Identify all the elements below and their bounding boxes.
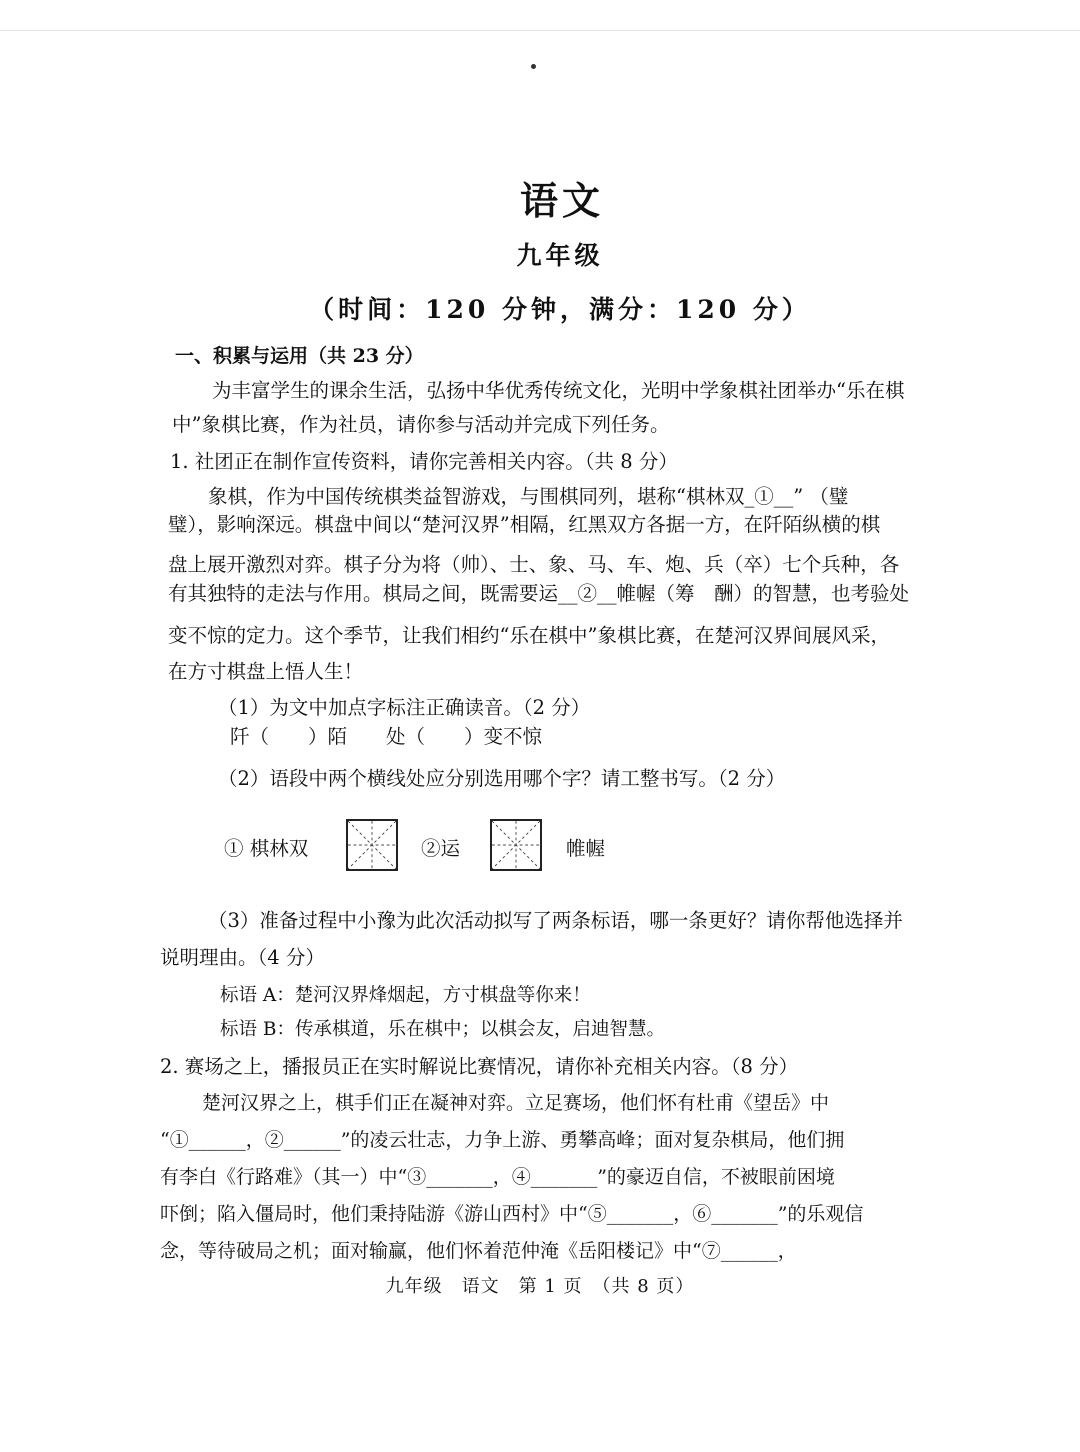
- intro-line: 为丰富学生的课余生活，弘扬中华优秀传统文化，光明中学象棋社团举办“乐在棋: [212, 379, 905, 402]
- writing-grid-box-1-guides: [348, 821, 396, 869]
- q2-passage-line: 吓倒；陷入僵局时，他们秉持陆游《游山西村》中“⑤_______，⑥_______”的乐观信: [160, 1203, 864, 1225]
- scan-speck: [531, 64, 536, 69]
- sub-question-2: （2）语段中两个横线处应分别选用哪个字？请工整书写。（2 分）: [218, 767, 786, 790]
- subject-title: 语文: [519, 178, 604, 223]
- exam-info: （时间：120 分钟，满分：120 分）: [309, 295, 811, 324]
- q2-passage-line: 念，等待破局之机；面对输赢，他们怀着范仲淹《岳阳楼记》中“⑦______，: [160, 1240, 797, 1262]
- intro-line: 中”象棋比赛，作为社员，请你参与活动并完成下列任务。: [172, 413, 670, 436]
- writing-grid-box-1[interactable]: [346, 819, 398, 871]
- slogan-b: 标语 B：传承棋道，乐在棋中；以棋会友，启迪智慧。: [220, 1019, 665, 1040]
- sub-question-3: 说明理由。（4 分）: [160, 946, 325, 969]
- q2-passage-line: 楚河汉界之上，棋手们正在凝神对弈。立足赛场，他们怀有杜甫《望岳》中: [202, 1092, 830, 1114]
- writing-grid-box-2[interactable]: [490, 819, 542, 871]
- question-1-title: 1. 社团正在制作宣传资料，请你完善相关内容。（共 8 分）: [170, 450, 678, 473]
- sub-question-1-answer: 阡（ ）陌 处（ ）变不惊: [230, 725, 543, 748]
- section-heading: 一、积累与运用（共 23 分）: [175, 345, 424, 367]
- passage-line: 变不惊的定力。这个季节，让我们相约“乐在棋中”象棋比赛，在楚河汉界间展风采，: [168, 624, 890, 647]
- grade-title: 九年级: [516, 241, 604, 270]
- top-edge-line: [0, 30, 1080, 31]
- slogan-a: 标语 A：楚河汉界烽烟起，方寸棋盘等你来！: [220, 985, 591, 1006]
- sub-question-3: （3）准备过程中小豫为此次活动拟写了两条标语，哪一条更好？请你帮他选择并: [208, 909, 903, 932]
- passage-line: 在方寸棋盘上悟人生！: [168, 660, 364, 683]
- passage-line: 象棋，作为中国传统棋类益智游戏，与围棋同列，堪称“棋林双_①__” （璧: [208, 485, 849, 508]
- box-label: 帷幄: [566, 837, 606, 860]
- q2-passage-line: “①______，②______”的凌云壮志，力争上游、勇攀高峰；面对复杂棋局，他们拥: [160, 1129, 845, 1151]
- box-label: ① 棋林双: [224, 837, 309, 860]
- passage-line: 盘上展开激烈对弈。棋子分为将（帅）、士、象、马、车、炮、兵（卒）七个兵种，各: [168, 553, 900, 576]
- box-label: ②运: [421, 837, 461, 860]
- question-2-title: 2. 赛场之上，播报员正在实时解说比赛情况，请你补充相关内容。（8 分）: [160, 1055, 799, 1078]
- writing-grid-box-2-guides: [492, 821, 540, 869]
- q2-passage-line: 有李白《行路难》（其一）中“③_______，④_______”的豪迈自信，不被眼前困境: [160, 1166, 835, 1188]
- passage-line: 有其独特的走法与作用。棋局之间，既需要运__②__帷幄（筹 酬）的智慧，也考验处: [168, 582, 910, 605]
- sub-question-1: （1）为文中加点字标注正确读音。（2 分）: [218, 696, 591, 719]
- page-footer: 九年级 语文 第 1 页 （共 8 页）: [385, 1276, 695, 1297]
- passage-line: 璧），影响深远。棋盘中间以“楚河汉界”相隔，红黑双方各据一方，在阡陌纵横的棋: [168, 513, 881, 536]
